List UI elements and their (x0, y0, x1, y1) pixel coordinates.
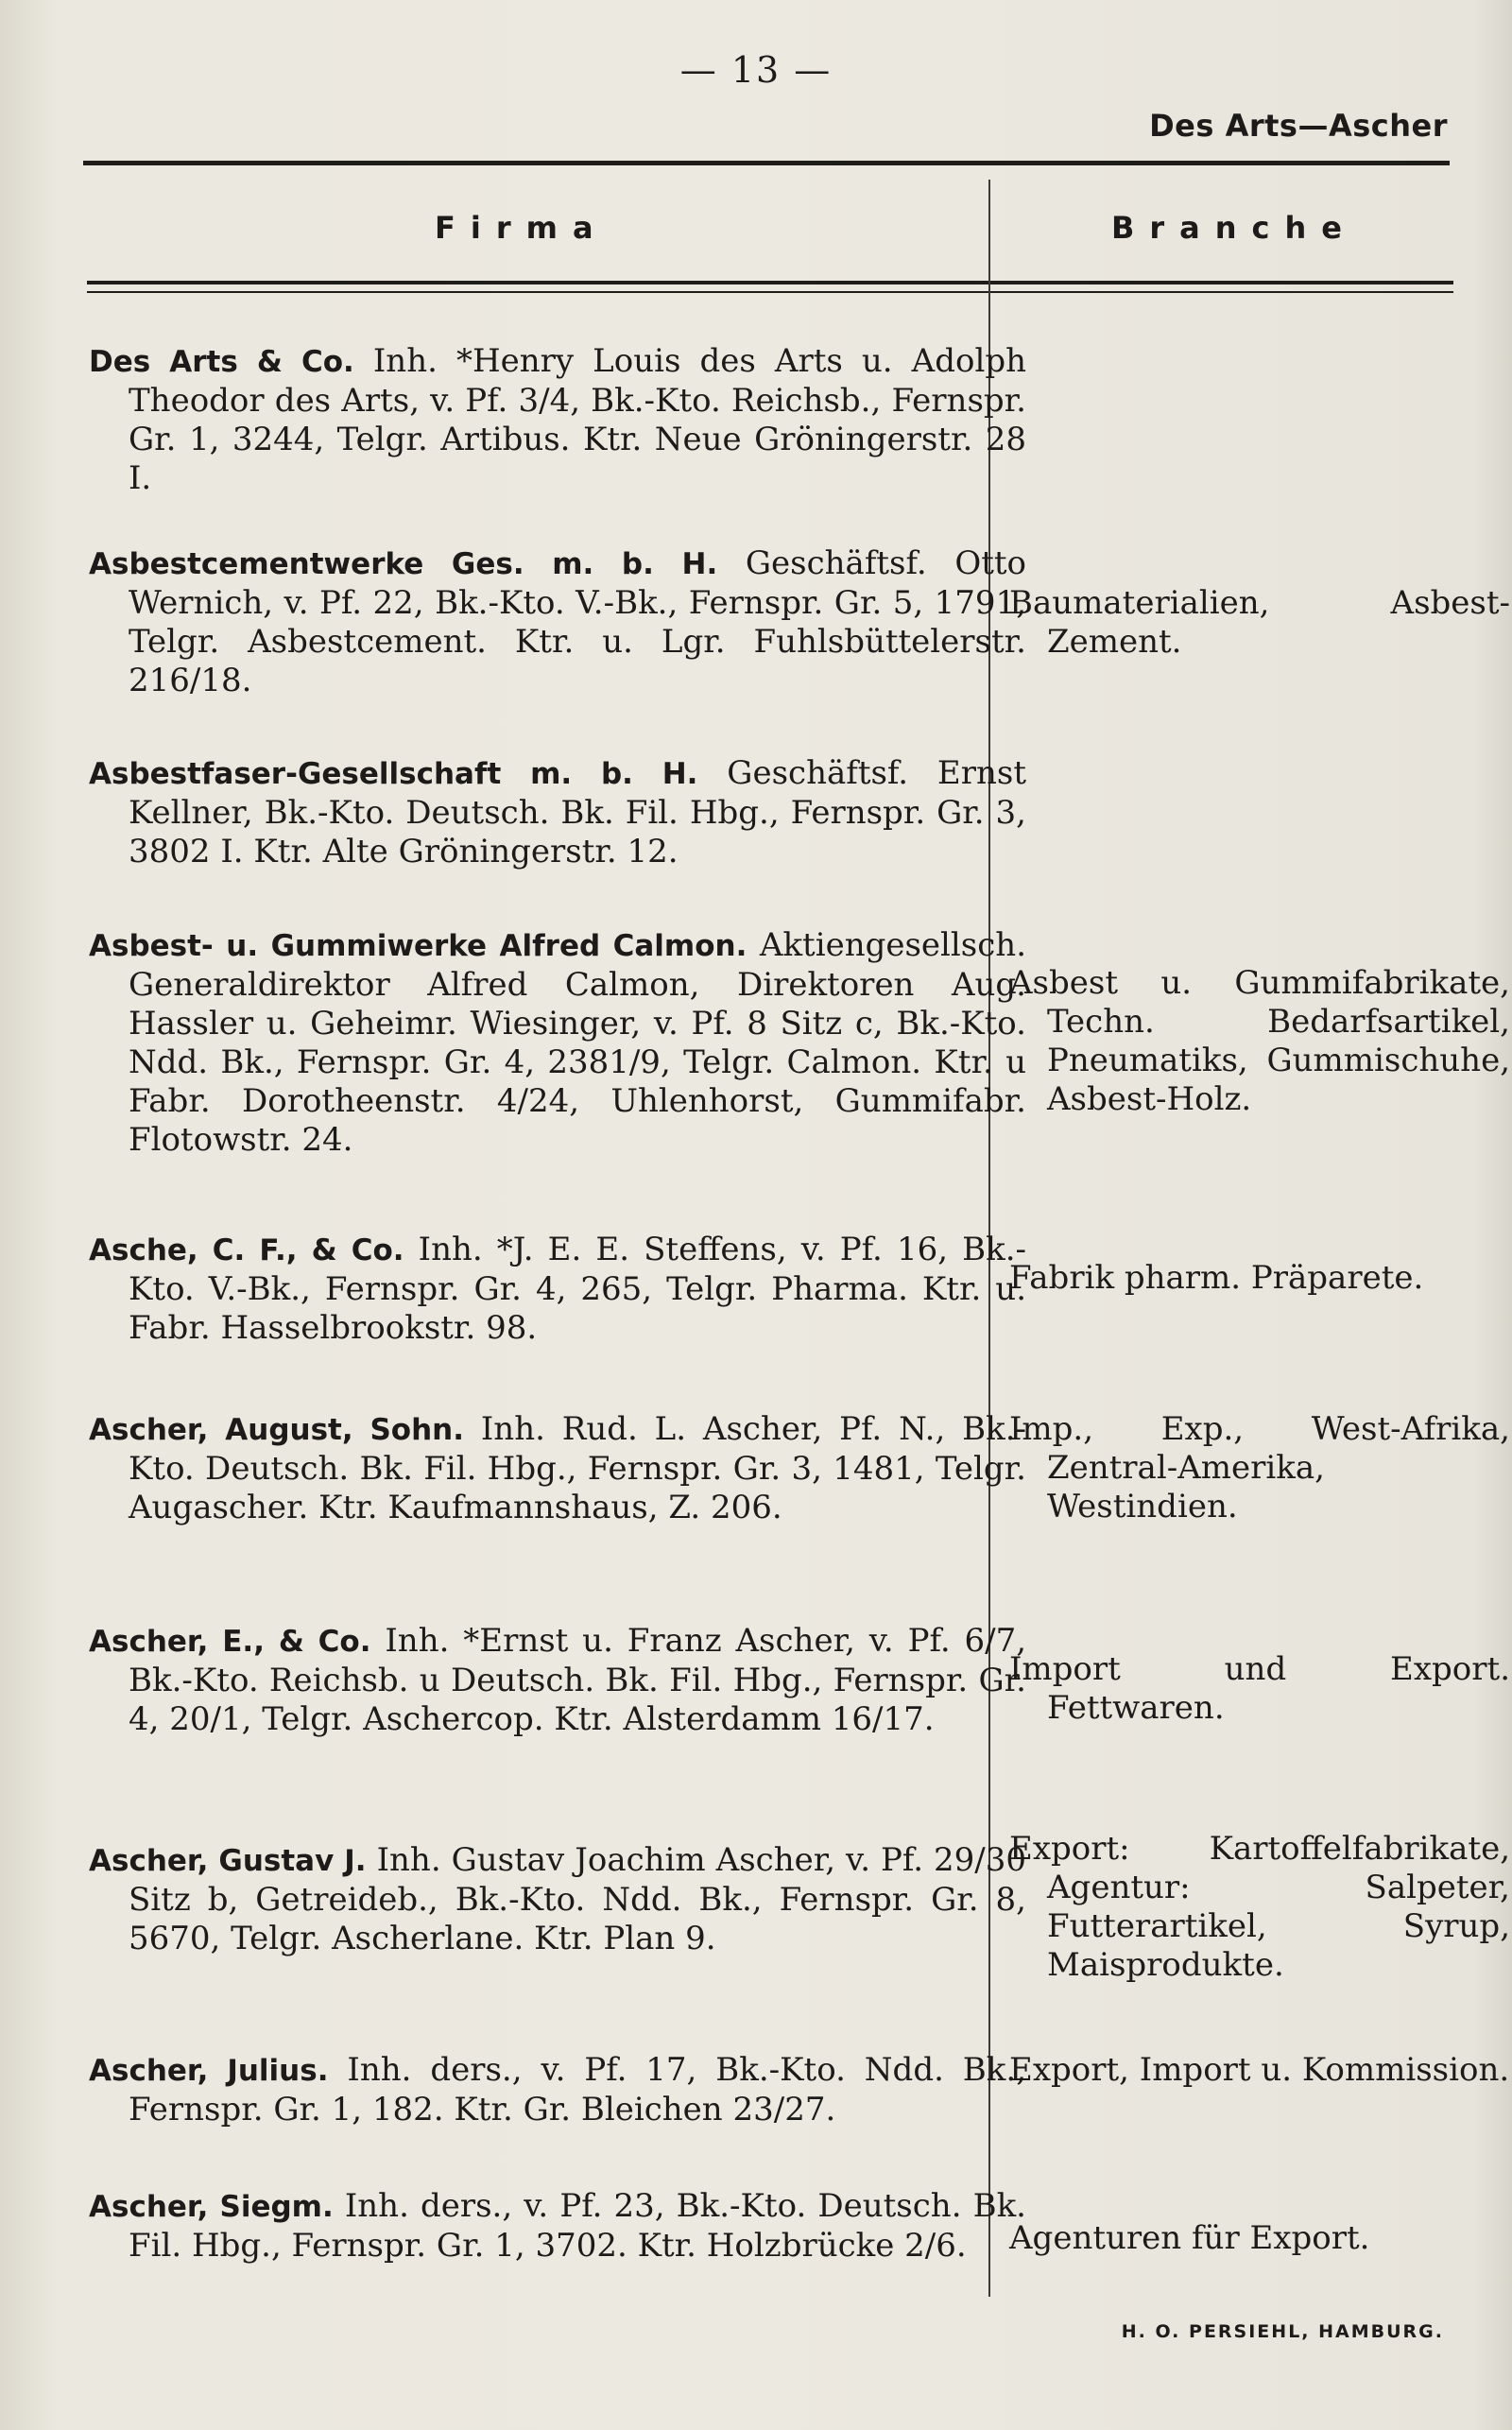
page-number: — 13 — (679, 49, 833, 91)
firm-details: Inh. ders., v. Pf. 23, Bk.-Kto. Deutsch. Bk. Fil. Hbg., Fernspr. Gr. 1, 3702. Ktr. Holzbrücke 2/6. (129, 2187, 1026, 2265)
branche-asbest-gummiwerke: Asbest u. Gummifabrikate, Techn. Bedarfsartikel, Pneumatiks, Gummischuhe, Asbest-Holz. (1009, 964, 1510, 1118)
top-rule (83, 161, 1450, 165)
header-rule (87, 281, 1453, 284)
firm-name: Des Arts & Co. (89, 345, 354, 379)
firm-name: Ascher, Siegm. (89, 2190, 334, 2224)
firm-name: Ascher, Julius. (89, 2054, 329, 2088)
firm-details: Inh. *Henry Louis des Arts u. Adolph Theodor des Arts, v. Pf. 3/4, Bk.-Kto. Reichsb., Fernspr. Gr. 1, 3244, Telgr. Artibus. Ktr. Neue Gröningerstr. 28 I. (129, 342, 1027, 497)
column-header-branche: Branche (1111, 210, 1357, 246)
firm-details: Aktiengesellsch. Generaldirektor Alfred Calmon, Direktoren Aug. Hassler u. Geheimr. Wiesinger, v. Pf. 8 Sitz c, Bk.-Kto. Ndd. Bk., Fernspr. Gr. 4, 2381/9, Telgr. Calmon. Ktr. u Fabr. Dorotheenstr. 4/24, Uhlenhorst, Gummifabr. Flotowstr. 24. (129, 926, 1027, 1159)
header-rule-thin (87, 291, 1453, 293)
firm-name: Asbest- u. Gummiwerke Alfred Calmon. (89, 929, 747, 963)
entry-des-arts (89, 342, 1026, 498)
firm-details: Inh. Rud. L. Ascher, Pf. N., Bk.-Kto. Deutsch. Bk. Fil. Hbg., Fernspr. Gr. 3, 1481, Telgr. Augascher. Ktr. Kaufmannshaus, Z. 206. (129, 1410, 1026, 1526)
entry-asbestfaser (89, 754, 1026, 871)
firm-details: Inh. Gustav Joachim Ascher, v. Pf. 29/30 Sitz b, Getreideb., Bk.-Kto. Ndd. Bk., Fernspr. Gr. 8, 5670, Telgr. Ascherlane. Ktr. Plan 9. (129, 1841, 1027, 1957)
firm-name: Ascher, August, Sohn. (89, 1413, 465, 1447)
entry-ascher-gustav (89, 1841, 1026, 1958)
firm-name: Ascher, E., & Co. (89, 1625, 371, 1659)
branche-asche: Fabrik pharm. Präparete. (1009, 1259, 1424, 1297)
firm-details: Inh. *Ernst u. Franz Ascher, v. Pf. 6/7, Bk.-Kto. Reichsb. u Deutsch. Bk. Fil. Hbg., Fernspr. Gr. 4, 20/1, Telgr. Aschercop. Ktr. Alsterdamm 16/17. (129, 1622, 1027, 1738)
entry-asche (89, 1231, 1026, 1348)
firm-details: Inh. *J. E. E. Steffens, v. Pf. 16, Bk.-Kto. V.-Bk., Fernspr. Gr. 4, 265, Telgr. Pharma. Ktr. u. Fabr. Hasselbrookstr. 98. (129, 1231, 1026, 1347)
branche-asbestcementwerke: Baumaterialien, Asbest-Zement. (1009, 584, 1510, 661)
entry-ascher-siegm (89, 2187, 1026, 2266)
entry-asbest-gummiwerke (89, 926, 1026, 1160)
branche-ascher-e: Import und Export. Fettwaren. (1009, 1650, 1510, 1727)
entry-ascher-e (89, 1622, 1026, 1739)
running-head: Des Arts—Ascher (1149, 108, 1448, 144)
branche-ascher-gustav: Export: Kartoffelfabrikate, Agentur: Salpeter, Futterartikel, Syrup, Maisprodukte. (1009, 1830, 1510, 1984)
firm-name: Asbestfaser-Gesellschaft m. b. H. (89, 757, 698, 791)
entry-ascher-august (89, 1410, 1026, 1527)
firm-details: Geschäftsf. Ernst Kellner, Bk.-Kto. Deutsch. Bk. Fil. Hbg., Fernspr. Gr. 3, 3802 I. Ktr. Alte Gröningerstr. 12. (129, 754, 1027, 870)
branche-ascher-julius: Export, Import u. Kommission. (1009, 2051, 1510, 2089)
firm-details: Inh. ders., v. Pf. 17, Bk.-Kto. Ndd. Bk., Fernspr. Gr. 1, 182. Ktr. Gr. Bleichen 23/27. (129, 2051, 1026, 2128)
firm-details: Geschäftsf. Otto Wernich, v. Pf. 22, Bk.-Kto. V.-Bk., Fernspr. Gr. 5, 1791, Telgr. Asbestcement. Ktr. u. Lgr. Fuhlsbüttelerstr. 216/18. (129, 544, 1026, 699)
entry-ascher-julius (89, 2051, 1026, 2129)
column-header-firma: Firma (435, 210, 609, 246)
printer-imprint: H. O. PERSIEHL, HAMBURG. (1121, 2321, 1444, 2342)
entry-asbestcementwerke (89, 544, 1026, 700)
firm-name: Asbestcementwerke Ges. m. b. H. (89, 547, 718, 581)
firm-name: Asche, C. F., & Co. (89, 1233, 404, 1267)
branche-ascher-siegm: Agenturen für Export. (1009, 2219, 1370, 2257)
firm-name: Ascher, Gustav J. (89, 1844, 367, 1878)
branche-ascher-august: Imp., Exp., West-Afrika, Zentral-Amerika, Westindien. (1009, 1410, 1510, 1525)
